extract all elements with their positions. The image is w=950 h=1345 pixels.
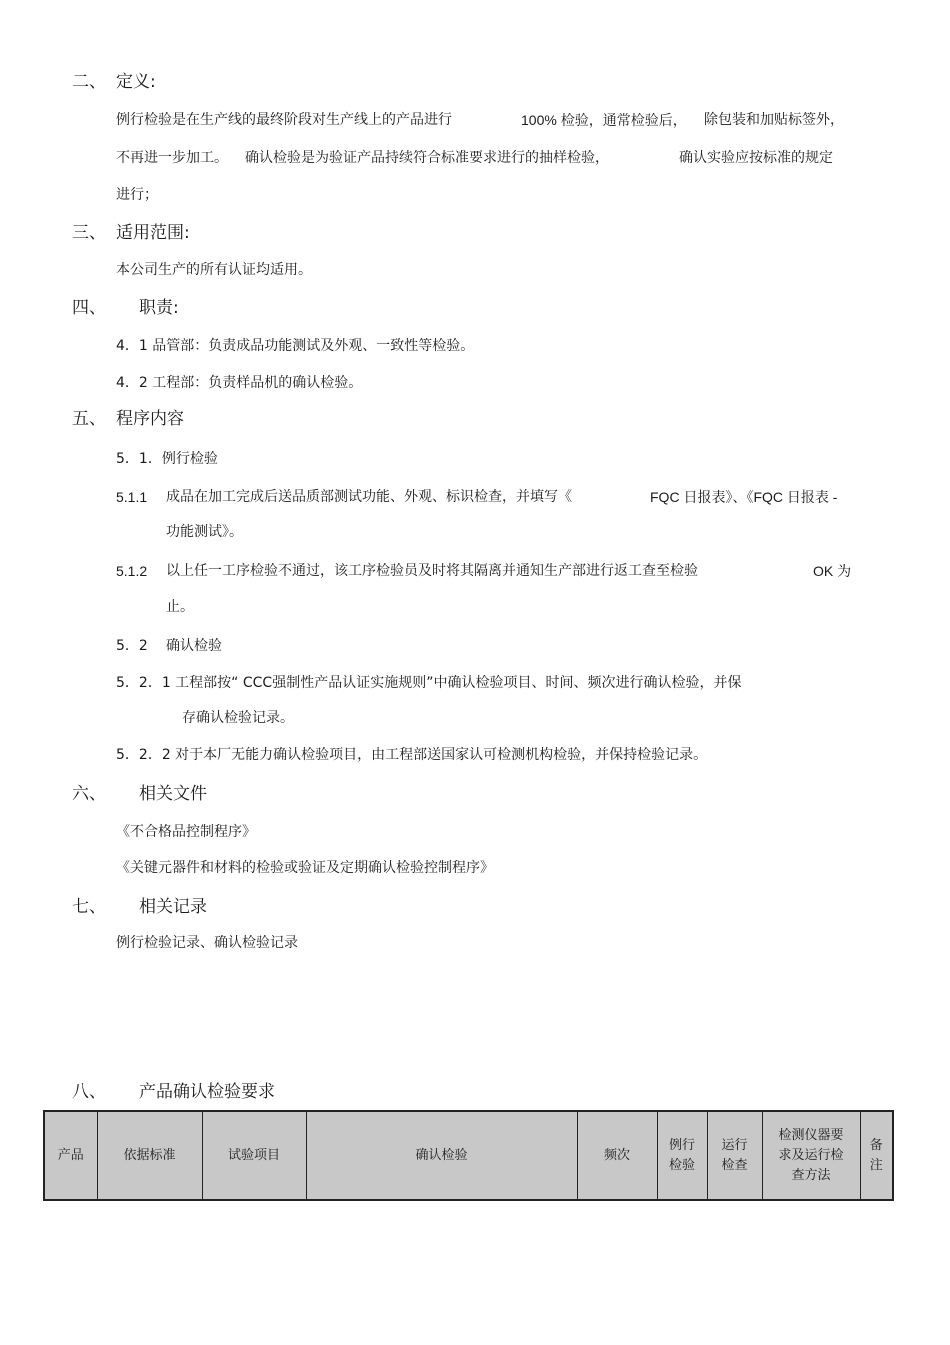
confirmation-inspection-number: 5．2 [116, 638, 148, 654]
section-5-title: 程序内容 [116, 409, 184, 429]
definition-line-1c: 除包装和加贴标签外， [704, 112, 844, 128]
item-512-number: 5.1.2 [116, 563, 148, 579]
section-4-title: 职责: [139, 298, 179, 318]
table-header-row [44, 1111, 893, 1200]
definition-line-1b: 100% 检验，通常检验后， [521, 112, 687, 128]
header-routine-inspection: 例行 检验 [657, 1111, 707, 1200]
duty-item-1: 4．1 品管部：负责成品功能测试及外观、一致性等检验。 [116, 338, 475, 354]
definition-line-2c: 确认实验应按标准的规定 [679, 150, 833, 166]
section-2-number: 二、 [72, 72, 106, 92]
definition-line-3: 进行； [116, 187, 158, 203]
header-frequency: 频次 [577, 1111, 657, 1200]
item-512-text-a: 以上任一工序检验不通过，该工序检验员及时将其隔离并通知生产部进行返工查至检验 [166, 563, 698, 579]
related-document-2: 《关键元器件和材料的检验或验证及定期确认检验控制程序》 [116, 860, 494, 876]
section-6-title: 相关文件 [139, 784, 207, 804]
item-521-text-b: 存确认检验记录。 [182, 710, 294, 726]
section-2-title: 定义: [116, 72, 156, 92]
header-instrument-method: 检测仪器要 求及运行检 查方法 [762, 1111, 860, 1200]
item-512-text-c: 止。 [166, 599, 194, 615]
section-7-title: 相关记录 [139, 897, 207, 917]
confirmation-inspection-heading: 确认检验 [166, 638, 222, 654]
section-7-number: 七、 [72, 897, 106, 917]
duty-item-2: 4．2 工程部：负责样品机的确认检验。 [116, 375, 363, 391]
definition-line-1a: 例行检验是在生产线的最终阶段对生产线上的产品进行 [116, 112, 452, 128]
header-remarks: 备 注 [860, 1111, 893, 1200]
section-3-title: 适用范围: [116, 223, 190, 243]
section-6-number: 六、 [72, 784, 106, 804]
header-confirmation-inspection: 确认检验 [306, 1111, 577, 1200]
item-511-number: 5.1.1 [116, 489, 148, 505]
header-standard: 依据标准 [97, 1111, 202, 1200]
item-522-text: 5．2．2 对于本厂无能力确认检验项目，由工程部送国家认可检测机构检验，并保持检验记录。 [116, 747, 708, 763]
definition-line-2a: 不再进一步加工。 [116, 150, 228, 166]
related-document-1: 《不合格品控制程序》 [116, 824, 256, 840]
section-8-title: 产品确认检验要求 [139, 1082, 275, 1102]
item-511-text-c: 功能测试》。 [166, 524, 243, 540]
routine-inspection-heading: 5．1．例行检验 [116, 451, 218, 467]
related-records-text: 例行检验记录、确认检验记录 [116, 935, 298, 951]
section-5-number: 五、 [72, 409, 106, 429]
confirmation-requirements-table [43, 1110, 894, 1201]
header-product: 产品 [44, 1111, 97, 1200]
section-8-number: 八、 [72, 1082, 106, 1102]
item-511-text-a: 成品在加工完成后送品质部测试功能、外观、标识检查，并填写《 [166, 489, 572, 505]
section-3-number: 三、 [72, 223, 106, 243]
item-511-text-b: FQC 日报表》、《FQC 日报表 - [650, 489, 838, 505]
definition-line-2b: 确认检验是为验证产品持续符合标准要求进行的抽样检验， [245, 150, 609, 166]
header-operation-check: 运行 检查 [707, 1111, 762, 1200]
header-test-item: 试验项目 [202, 1111, 306, 1200]
scope-text: 本公司生产的所有认证均适用。 [116, 262, 312, 278]
item-521-text-a: 5．2．1 工程部按“ CCC强制性产品认证实施规则”中确认检验项目、时间、频次进行确认检验，并保 [116, 675, 742, 691]
section-4-number: 四、 [72, 298, 106, 318]
item-512-text-b: OK 为 [813, 563, 852, 579]
